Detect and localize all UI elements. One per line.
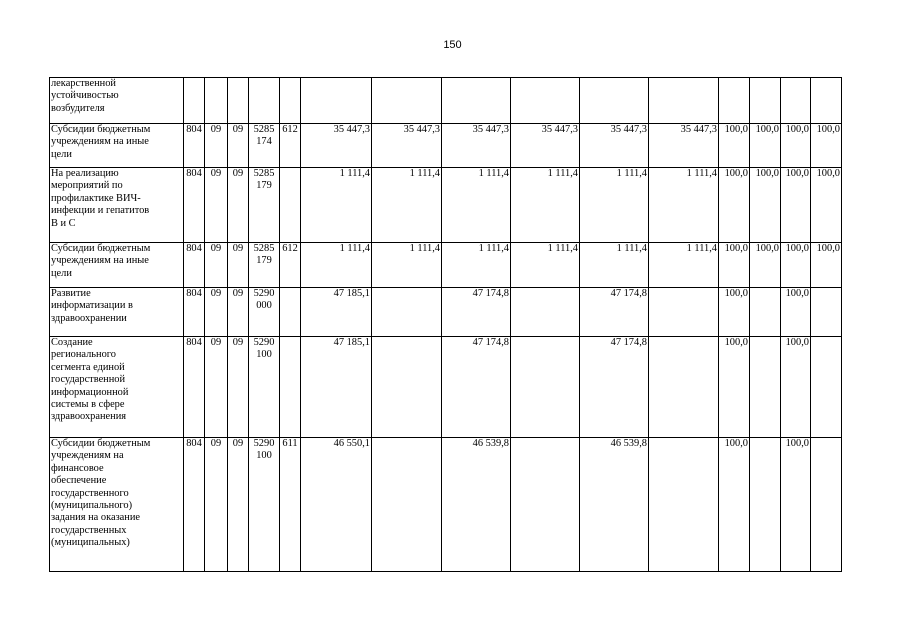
amount-3-cell: 35 447,3 — [442, 124, 511, 168]
percent-1-cell — [719, 78, 750, 124]
percent-3-cell: 100,0 — [781, 438, 811, 572]
target-article-code-line: 5285 — [253, 243, 275, 254]
item-name-line: системы в сфере — [51, 399, 125, 411]
subsection-code-cell: 09 — [228, 337, 249, 438]
item-name-cell — [50, 337, 184, 438]
percent-3-cell: 100,0 — [781, 243, 811, 288]
amount-4-cell: 35 447,3 — [511, 124, 580, 168]
target-article-code-line: 5285 — [253, 124, 275, 135]
expense-type-code-cell — [280, 337, 301, 438]
section-code-cell — [205, 78, 228, 124]
item-name-line: сегмента единой — [51, 361, 125, 373]
amount-5-cell: 47 174,8 — [580, 337, 649, 438]
item-name-line: государственной — [51, 374, 126, 386]
percent-1-cell: 100,0 — [719, 337, 750, 438]
table-row — [50, 124, 842, 168]
amount-5-cell: 35 447,3 — [580, 124, 649, 168]
amount-3-cell: 1 111,4 — [442, 243, 511, 288]
percent-4-cell — [811, 438, 842, 572]
percent-4-cell — [811, 288, 842, 337]
item-name-line: финансовое — [51, 462, 104, 474]
item-name-line: В и С — [51, 217, 76, 229]
percent-2-cell — [750, 78, 781, 124]
item-name-line: здравоохранении — [51, 312, 127, 324]
item-name-line: учреждениям на иные — [51, 255, 149, 267]
target-article-code-line: 5290 — [253, 337, 275, 348]
amount-5-cell — [580, 78, 649, 124]
amount-4-cell — [511, 288, 580, 337]
target-article-code-line: 5290 — [253, 288, 275, 299]
subsection-code-cell: 09 — [228, 288, 249, 337]
percent-3-cell: 100,0 — [781, 337, 811, 438]
percent-4-cell — [811, 78, 842, 124]
expense-type-code-cell: 612 — [280, 124, 301, 168]
target-article-code-cell — [249, 124, 280, 168]
subsection-code-cell: 09 — [228, 168, 249, 243]
amount-5-cell: 1 111,4 — [580, 168, 649, 243]
table-row — [50, 288, 842, 337]
item-name-line: инфекции и гепатитов — [51, 205, 150, 217]
percent-2-cell: 100,0 — [750, 243, 781, 288]
amount-3-cell: 46 539,8 — [442, 438, 511, 572]
percent-3-cell: 100,0 — [781, 288, 811, 337]
target-article-code-cell — [249, 243, 280, 288]
ved-code-cell: 804 — [184, 288, 205, 337]
subsection-code-cell: 09 — [228, 438, 249, 572]
item-name-line: цели — [51, 148, 72, 160]
item-name-cell — [50, 168, 184, 243]
item-name-line: устойчивостью — [51, 90, 119, 102]
item-name-line: лекарственной — [51, 78, 116, 89]
amount-1-cell — [301, 78, 372, 124]
target-article-code-line: 179 — [256, 255, 272, 267]
target-article-code-cell — [249, 78, 280, 124]
percent-4-cell: 100,0 — [811, 243, 842, 288]
amount-6-cell — [649, 78, 719, 124]
expense-type-code-cell — [280, 168, 301, 243]
ved-code-cell: 804 — [184, 337, 205, 438]
item-name-line: государственного — [51, 487, 129, 499]
amount-6-cell: 1 111,4 — [649, 243, 719, 288]
target-article-code-line: 5285 — [253, 168, 275, 179]
percent-4-cell: 100,0 — [811, 168, 842, 243]
item-name-line: государственных — [51, 524, 127, 536]
item-name-line: (муниципального) — [51, 500, 133, 512]
item-name-line: обеспечение — [51, 475, 107, 487]
subsection-code-cell: 09 — [228, 124, 249, 168]
item-name-line: Субсидии бюджетным — [51, 438, 151, 449]
item-name-line: информационной — [51, 386, 129, 398]
item-name-line: регионального — [51, 349, 116, 361]
target-article-code-cell — [249, 288, 280, 337]
amount-3-cell: 47 174,8 — [442, 288, 511, 337]
item-name-line: возбудителя — [51, 102, 105, 114]
target-article-code-cell — [249, 168, 280, 243]
item-name-line: задания на оказание — [51, 512, 141, 524]
item-name-line: здравоохранения — [51, 411, 127, 423]
item-name-line: Субсидии бюджетным — [51, 124, 151, 135]
amount-1-cell: 47 185,1 — [301, 337, 372, 438]
ved-code-cell: 804 — [184, 124, 205, 168]
amount-6-cell — [649, 438, 719, 572]
amount-1-cell: 1 111,4 — [301, 168, 372, 243]
percent-2-cell — [750, 288, 781, 337]
item-name-cell — [50, 78, 184, 124]
expense-type-code-cell — [280, 288, 301, 337]
item-name-line: профилактике ВИЧ- — [51, 192, 141, 204]
item-name-line: (муниципальных) — [51, 537, 130, 549]
percent-3-cell: 100,0 — [781, 168, 811, 243]
percent-1-cell: 100,0 — [719, 168, 750, 243]
section-code-cell: 09 — [205, 337, 228, 438]
item-name-cell — [50, 288, 184, 337]
amount-5-cell: 47 174,8 — [580, 288, 649, 337]
item-name-line: учреждениям на — [51, 450, 124, 462]
item-name-line: Развитие — [51, 288, 91, 299]
item-name-line: На реализацию — [51, 168, 119, 179]
item-name-line: учреждениям на иные — [51, 136, 149, 148]
target-article-code-line: 174 — [256, 136, 272, 148]
section-code-cell: 09 — [205, 124, 228, 168]
amount-4-cell: 1 111,4 — [511, 243, 580, 288]
amount-4-cell — [511, 438, 580, 572]
item-name-line: цели — [51, 267, 72, 279]
table-row — [50, 78, 842, 124]
section-code-cell: 09 — [205, 288, 228, 337]
table-row — [50, 337, 842, 438]
target-article-code-line: 100 — [256, 450, 272, 462]
percent-1-cell: 100,0 — [719, 124, 750, 168]
section-code-cell: 09 — [205, 243, 228, 288]
expense-type-code-cell: 611 — [280, 438, 301, 572]
percent-2-cell — [750, 337, 781, 438]
percent-3-cell — [781, 78, 811, 124]
amount-6-cell: 1 111,4 — [649, 168, 719, 243]
budget-table — [49, 77, 842, 572]
item-name-cell — [50, 438, 184, 572]
amount-1-cell: 47 185,1 — [301, 288, 372, 337]
percent-1-cell: 100,0 — [719, 288, 750, 337]
percent-2-cell: 100,0 — [750, 168, 781, 243]
amount-2-cell: 1 111,4 — [372, 168, 442, 243]
table-row — [50, 243, 842, 288]
ved-code-cell: 804 — [184, 243, 205, 288]
percent-2-cell: 100,0 — [750, 124, 781, 168]
page-number: 150 — [443, 39, 462, 51]
amount-5-cell: 46 539,8 — [580, 438, 649, 572]
amount-3-cell: 1 111,4 — [442, 168, 511, 243]
item-name-line: Субсидии бюджетным — [51, 243, 151, 254]
ved-code-cell — [184, 78, 205, 124]
ved-code-cell: 804 — [184, 168, 205, 243]
percent-1-cell: 100,0 — [719, 438, 750, 572]
amount-6-cell — [649, 337, 719, 438]
percent-4-cell: 100,0 — [811, 124, 842, 168]
item-name-line: Создание — [51, 337, 93, 348]
amount-6-cell — [649, 288, 719, 337]
section-code-cell: 09 — [205, 168, 228, 243]
amount-4-cell — [511, 78, 580, 124]
target-article-code-line: 000 — [256, 300, 272, 312]
amount-3-cell — [442, 78, 511, 124]
amount-2-cell — [372, 288, 442, 337]
percent-1-cell: 100,0 — [719, 243, 750, 288]
table-row — [50, 438, 842, 572]
percent-4-cell — [811, 337, 842, 438]
amount-6-cell: 35 447,3 — [649, 124, 719, 168]
amount-2-cell — [372, 337, 442, 438]
expense-type-code-cell — [280, 78, 301, 124]
ved-code-cell: 804 — [184, 438, 205, 572]
amount-4-cell: 1 111,4 — [511, 168, 580, 243]
item-name-cell — [50, 243, 184, 288]
amount-2-cell — [372, 78, 442, 124]
amount-1-cell: 46 550,1 — [301, 438, 372, 572]
subsection-code-cell: 09 — [228, 243, 249, 288]
percent-3-cell: 100,0 — [781, 124, 811, 168]
section-code-cell: 09 — [205, 438, 228, 572]
expense-type-code-cell: 612 — [280, 243, 301, 288]
item-name-line: мероприятий по — [51, 180, 123, 192]
amount-4-cell — [511, 337, 580, 438]
amount-3-cell: 47 174,8 — [442, 337, 511, 438]
table-body — [50, 78, 842, 572]
item-name-line: информатизации в — [51, 300, 133, 312]
target-article-code-line: 5290 — [253, 438, 275, 449]
amount-1-cell: 35 447,3 — [301, 124, 372, 168]
amount-1-cell: 1 111,4 — [301, 243, 372, 288]
amount-2-cell — [372, 438, 442, 572]
amount-2-cell: 1 111,4 — [372, 243, 442, 288]
subsection-code-cell — [228, 78, 249, 124]
item-name-cell — [50, 124, 184, 168]
amount-2-cell: 35 447,3 — [372, 124, 442, 168]
target-article-code-cell — [249, 337, 280, 438]
target-article-code-line: 179 — [256, 180, 272, 192]
percent-2-cell — [750, 438, 781, 572]
target-article-code-cell — [249, 438, 280, 572]
amount-5-cell: 1 111,4 — [580, 243, 649, 288]
target-article-code-line: 100 — [256, 349, 272, 361]
table-row — [50, 168, 842, 243]
